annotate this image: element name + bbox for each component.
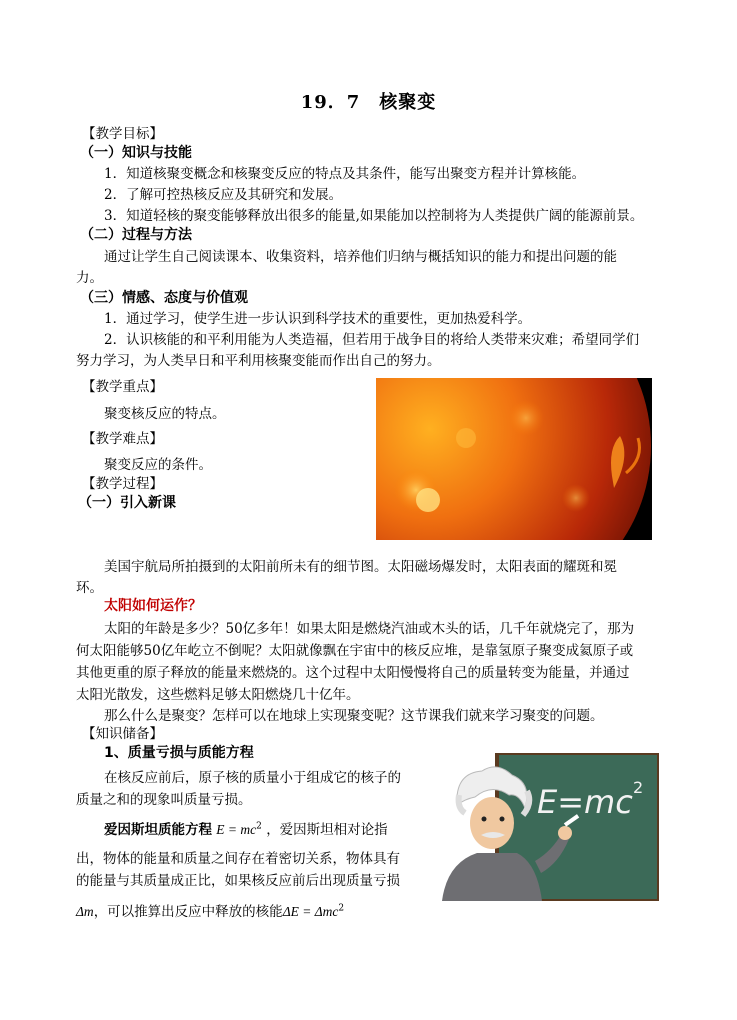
exponent: 2 xyxy=(256,821,262,832)
relativity-line: 的能量与其质量成正比，如果核反应前后出现质量亏损 xyxy=(76,873,400,889)
sun-paragraph-line: 太阳的年龄是多少？50亿多年！如果太阳是燃烧汽油或木头的话，几千年就烧完了，那为 xyxy=(104,621,635,637)
emotion-heading: （三）情感、态度与价值观 xyxy=(80,290,248,306)
intro-heading: （一）引入新课 xyxy=(78,495,176,511)
chalk-exponent: 2 xyxy=(633,778,644,797)
equation-suffix: ，爱因斯坦相对论指 xyxy=(266,822,388,838)
binding-energy-line xyxy=(76,900,344,920)
knowledge-item: 1．知道核聚变概念和核聚变反应的特点及其条件，能写出聚变方程并计算核能。 xyxy=(104,166,586,182)
difficulty-heading: 【教学难点】 xyxy=(82,431,163,447)
mass-defect-definition: 质量之和的现象叫质量亏损。 xyxy=(76,792,252,808)
binding-energy-text: ，可以推算出反应中释放的核能 xyxy=(93,904,283,920)
key-point-text: 聚变核反应的特点。 xyxy=(104,406,226,422)
relativity-line: 出，物体的能量和质量之间存在着密切关系，物体具有 xyxy=(76,851,400,867)
image-caption: 美国宇航局所拍摄到的太阳前所未有的细节图。太阳磁场爆发时，太阳表面的耀斑和冕 xyxy=(104,559,617,575)
binding-energy-formula: ΔE = Δmc xyxy=(282,904,339,919)
delta-m: Δm xyxy=(76,904,94,919)
sun-paragraph-line: 太阳光散发，这些燃料足够太阳燃烧几十亿年。 xyxy=(76,687,360,703)
process-line: 通过让学生自己阅读课本、收集资料，培养他们归纳与概括知识的能力和提出问题的能 xyxy=(104,249,617,265)
image-caption: 环。 xyxy=(76,580,103,596)
einstein-illustration xyxy=(437,753,659,901)
einstein-image xyxy=(437,753,659,901)
knowledge-heading: （一）知识与技能 xyxy=(80,145,192,161)
emotion-item: 1．通过学习，使学生进一步认识到科学技术的重要性，更加热爱科学。 xyxy=(104,311,532,327)
knowledge-item: 2．了解可控热核反应及其研究和发展。 xyxy=(104,187,343,203)
knowledge-prep-heading: 【知识储备】 xyxy=(82,726,163,742)
chalk-formula: E=mc xyxy=(537,783,633,821)
procedure-heading: 【教学过程】 xyxy=(82,476,163,492)
emotion-item: 努力学习，为人类早日和平利用核聚变能而作出自己的努力。 xyxy=(76,353,441,369)
emotion-item: 2．认识核能的和平利用能为人类造福，但若用于战争目的将给人类带来灾难；希望同学们 xyxy=(104,332,640,348)
fusion-question: 那么什么是聚变？怎样可以在地球上实现聚变呢？这节课我们就来学习聚变的问题。 xyxy=(104,708,604,724)
sun-question: 太阳如何运作？ xyxy=(104,598,202,614)
exponent: 2 xyxy=(338,903,345,914)
process-line: 力。 xyxy=(76,270,103,286)
difficulty-text: 聚变反应的条件。 xyxy=(104,457,212,473)
sun-image xyxy=(376,378,652,540)
key-point-heading: 【教学重点】 xyxy=(82,379,163,395)
mass-defect-heading: 1、质量亏损与质能方程 xyxy=(104,745,254,761)
process-heading: （二）过程与方法 xyxy=(80,227,192,243)
objectives-heading: 【教学目标】 xyxy=(82,126,163,142)
page-title: 19．7 核聚变 xyxy=(300,92,437,113)
mass-energy-equation-line xyxy=(104,818,388,838)
knowledge-item: 3．知道轻核的聚变能够释放出很多的能量,如果能加以控制将为人类提供广阔的能源前景。 xyxy=(104,208,644,224)
equation-label: 爱因斯坦质能方程 xyxy=(104,822,212,838)
sun-illustration xyxy=(376,378,652,540)
sun-paragraph-line: 其他更重的原子释放的能量来燃烧的。这个过程中太阳慢慢将自己的质量转变为能量，并通过 xyxy=(76,665,630,681)
sun-paragraph-line: 何太阳能够50亿年屹立不倒呢？太阳就像飘在宇宙中的核反应堆，是靠氢原子聚变成氦原子或 xyxy=(76,643,634,659)
equation-formula: E = mc xyxy=(216,822,257,837)
mass-defect-definition: 在核反应前后，原子核的质量小于组成它的核子的 xyxy=(104,770,401,786)
